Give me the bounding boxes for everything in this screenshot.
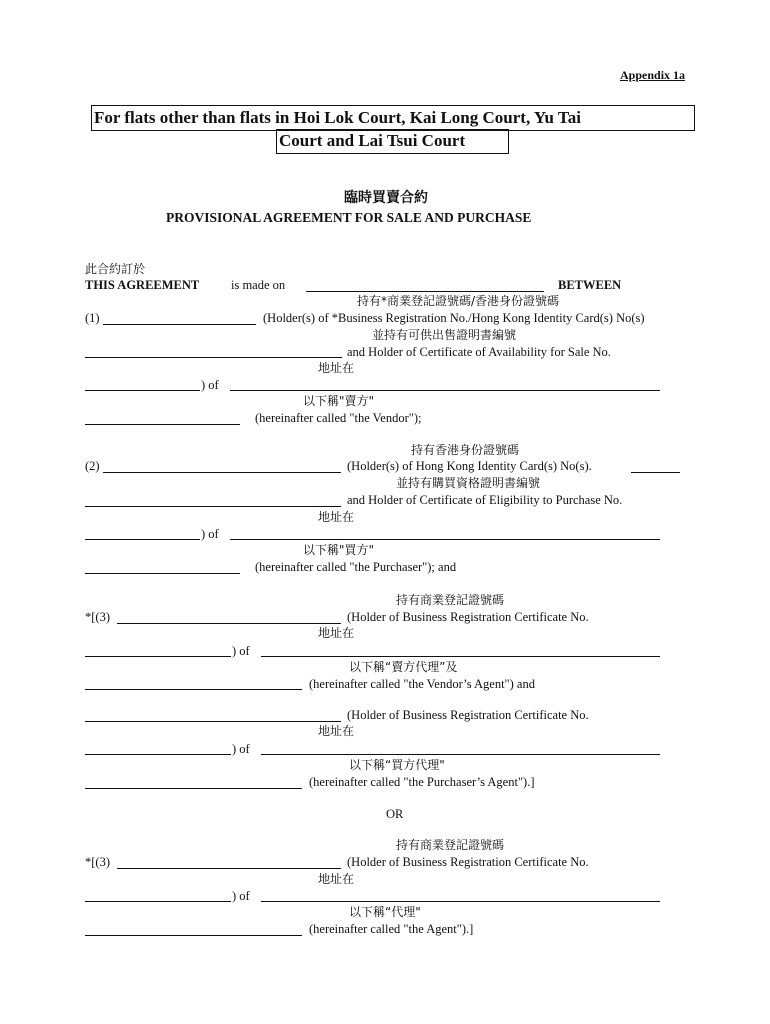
- vendor-holder-chinese: 持有*商業登記證號碼/香港身份證號碼: [357, 294, 560, 308]
- purchaser-holder-label: (Holder(s) of Hong Kong Identity Card(s) No(s).: [347, 459, 592, 473]
- or-separator: OR: [386, 807, 404, 821]
- vendor-address-cont-field[interactable]: [85, 424, 240, 425]
- vendor-cert-chinese: 並持有可供出售證明書編號: [372, 328, 517, 342]
- vendor-called-chinese: 以下稱"賣方": [303, 394, 375, 408]
- vendor-cert-number-field[interactable]: [85, 390, 200, 391]
- agent-holder-label: (Holder of Business Registration Certificate No.: [347, 855, 589, 869]
- agent-of-label: ) of: [232, 889, 250, 903]
- agent-address-chinese: 地址在: [318, 872, 355, 886]
- purchaser-agent-address-chinese: 地址在: [318, 724, 355, 738]
- agent-called-chinese: 以下稱“代理": [349, 905, 421, 919]
- between-label: BETWEEN: [558, 278, 622, 292]
- purchaser-called-chinese: 以下稱"買方": [303, 543, 375, 557]
- purchaser-cert-label: and Holder of Certificate of Eligibility to Purchase No.: [347, 493, 623, 507]
- purchaser-name-field[interactable]: [103, 472, 341, 473]
- made-on-label: is made on: [231, 278, 286, 292]
- vendor-id-number-field[interactable]: [85, 357, 342, 358]
- purchaser-address-chinese: 地址在: [318, 510, 355, 524]
- vendor-cert-label: and Holder of Certificate of Availability for Sale No.: [347, 345, 611, 359]
- agreement-date-field[interactable]: [306, 291, 544, 292]
- purchaser-id-number-field[interactable]: [85, 506, 341, 507]
- intro-chinese: 此合約訂於: [85, 262, 146, 276]
- vendor-address-chinese: 地址在: [318, 361, 355, 375]
- purchaser-holder-chinese: 持有香港身份證號碼: [411, 443, 520, 457]
- purchaser-agent-of-label: ) of: [232, 742, 250, 756]
- vendor-number: (1): [85, 311, 100, 325]
- purchaser-agent-called-chinese: 以下稱“買方代理": [349, 758, 445, 772]
- vendor-agent-name-field[interactable]: [117, 623, 341, 624]
- vendor-agent-address-cont-field[interactable]: [85, 689, 302, 690]
- agent1-holder-chinese: 持有商業登記證號碼: [396, 593, 505, 607]
- vendor-name-field[interactable]: [103, 324, 256, 325]
- purchaser-address-cont-field[interactable]: [85, 573, 240, 574]
- purchaser-called-label: (hereinafter called "the Purchaser"); and: [255, 560, 457, 574]
- purchaser-cert-number-field[interactable]: [85, 539, 200, 540]
- agent1-number: *[(3): [85, 610, 110, 624]
- heading-line2: Court and Lai Tsui Court: [279, 131, 466, 150]
- agent-brc-field[interactable]: [85, 901, 231, 902]
- vendor-agent-called-label: (hereinafter called "the Vendor’s Agent") and: [309, 677, 535, 691]
- vendor-holder-label: (Holder(s) of *Business Registration No./Hong Kong Identity Card(s) No(s): [263, 311, 645, 325]
- vendor-of-label: ) of: [201, 378, 219, 392]
- vendor-agent-address-field[interactable]: [261, 656, 660, 657]
- purchaser-agent-address-field[interactable]: [261, 754, 660, 755]
- purchaser-agent-brc-field[interactable]: [85, 754, 231, 755]
- purchaser-agent-called-label: (hereinafter called "the Purchaser’s Agent").]: [309, 775, 535, 789]
- heading-line1: For flats other than flats in Hoi Lok Court, Kai Long Court, Yu Tai: [94, 108, 581, 127]
- vendor-agent-address-chinese: 地址在: [318, 626, 355, 640]
- vendor-agent-of-label: ) of: [232, 644, 250, 658]
- vendor-called-label: (hereinafter called "the Vendor");: [255, 411, 422, 425]
- agent-address-cont-field[interactable]: [85, 935, 302, 936]
- vendor-agent-called-chinese: 以下稱“賣方代理”及: [349, 660, 458, 674]
- purchaser-number: (2): [85, 459, 100, 473]
- title-english: PROVISIONAL AGREEMENT FOR SALE AND PURCHASE: [166, 210, 532, 225]
- vendor-agent-holder-label: (Holder of Business Registration Certificate No.: [347, 610, 589, 624]
- vendor-address-field[interactable]: [230, 390, 660, 391]
- this-agreement-label: THIS AGREEMENT: [85, 278, 200, 292]
- agent2-holder-chinese: 持有商業登記證號碼: [396, 838, 505, 852]
- appendix-label: Appendix 1a: [620, 68, 686, 82]
- agent-address-field[interactable]: [261, 901, 660, 902]
- purchaser-agent-address-cont-field[interactable]: [85, 788, 302, 789]
- agent-called-label: (hereinafter called "the Agent").]: [309, 922, 474, 936]
- agent-name-field[interactable]: [117, 868, 341, 869]
- vendor-agent-brc-field[interactable]: [85, 656, 231, 657]
- purchaser-cert-chinese: 並持有購買資格證明書編號: [396, 476, 541, 490]
- title-chinese: 臨時買賣合約: [344, 190, 428, 206]
- agent2-number: *[(3): [85, 855, 110, 869]
- purchaser-address-field[interactable]: [230, 539, 660, 540]
- purchaser-agent-holder-label: (Holder of Business Registration Certificate No.: [347, 708, 589, 722]
- purchaser-agent-name-field[interactable]: [85, 721, 341, 722]
- purchaser-hkid-field[interactable]: [631, 472, 680, 473]
- purchaser-of-label: ) of: [201, 527, 219, 541]
